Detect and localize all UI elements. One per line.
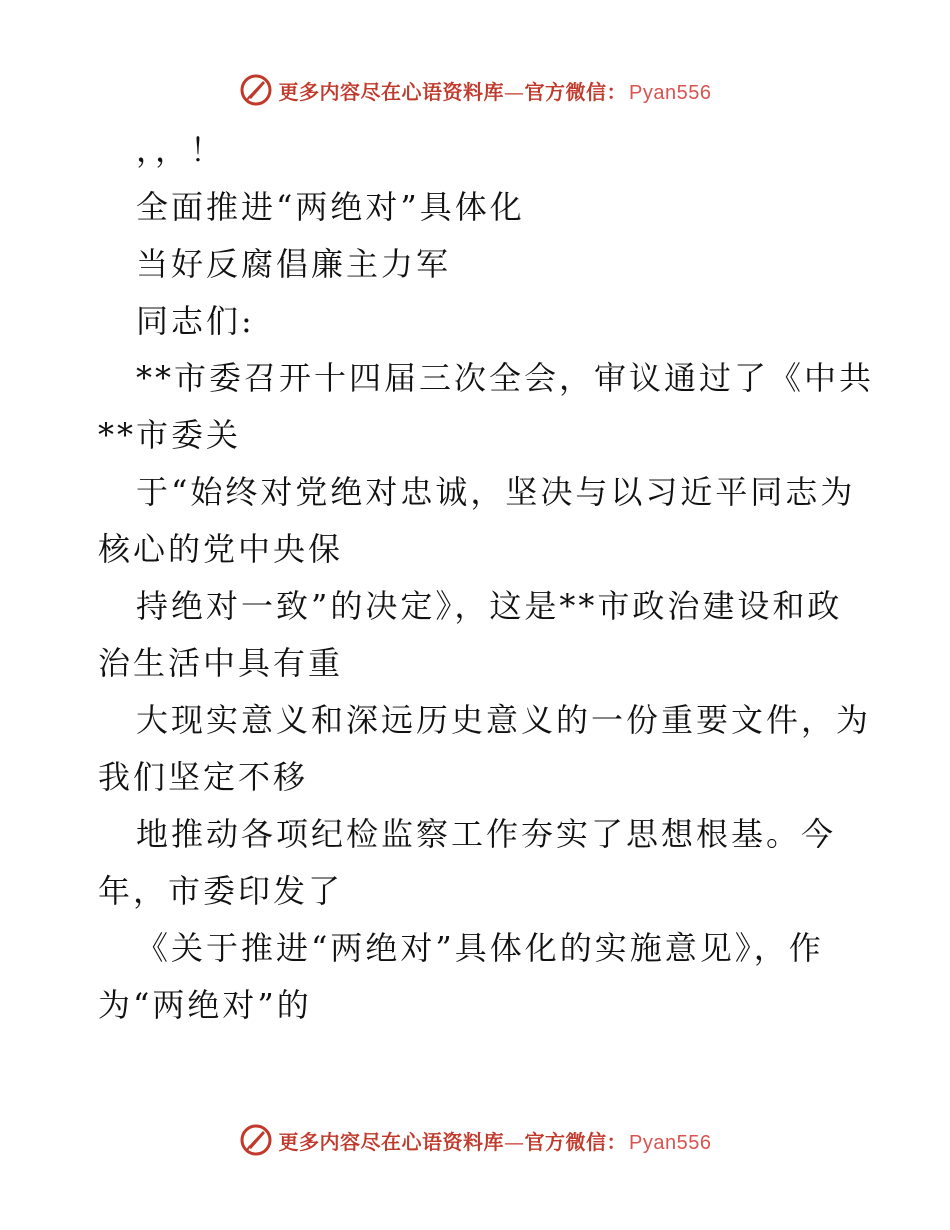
document-line: **市委召开十四届三次全会，审议通过了《中共 xyxy=(136,359,875,397)
watermark-dash: — xyxy=(504,1129,525,1154)
document-line: 地推动各项纪检监察工作夯实了思想根基。今 xyxy=(136,815,837,853)
feather-pen-circle-icon xyxy=(239,1123,273,1157)
document-body xyxy=(98,122,875,1034)
document-line: **市委关 xyxy=(98,416,242,454)
header-watermark xyxy=(0,70,950,110)
watermark-main: 更多内容尽在心语资料库 xyxy=(278,1129,505,1154)
watermark-wechat-label: 官方微信： xyxy=(524,1129,628,1154)
document-line: 《关于推进“两绝对”具体化的实施意见》，作 xyxy=(136,929,824,967)
feather-pen-circle-icon xyxy=(239,73,273,107)
document-line: 全面推进“两绝对”具体化 xyxy=(136,188,525,226)
watermark-wechat-id: Pyan556 xyxy=(629,1131,712,1154)
watermark-dash: — xyxy=(504,79,525,104)
watermark-text xyxy=(279,76,712,105)
document-line: 当好反腐倡廉主力军 xyxy=(136,245,452,283)
document-line: ，，！ xyxy=(136,131,226,169)
document-line: 同志们: xyxy=(136,302,255,340)
watermark-wechat-id: Pyan556 xyxy=(629,81,712,104)
document-line: 核心的党中央保 xyxy=(98,530,344,568)
footer-watermark xyxy=(0,1120,950,1160)
document-line: 持绝对一致”的决定》，这是**市政治建设和政 xyxy=(136,587,843,625)
watermark-wechat-label: 官方微信： xyxy=(524,79,628,104)
document-line: 为“两绝对”的 xyxy=(98,986,312,1024)
watermark-text xyxy=(279,1126,712,1155)
document-line: 治生活中具有重 xyxy=(98,644,344,682)
document-line: 大现实意义和深远历史意义的一份重要文件，为 xyxy=(136,701,872,739)
document-line: 于“始终对党绝对忠诚，坚决与以习近平同志为 xyxy=(136,473,856,511)
document-line: 我们坚定不移 xyxy=(98,758,309,796)
watermark-main: 更多内容尽在心语资料库 xyxy=(278,79,505,104)
document-line: 年，市委印发了 xyxy=(98,872,344,910)
